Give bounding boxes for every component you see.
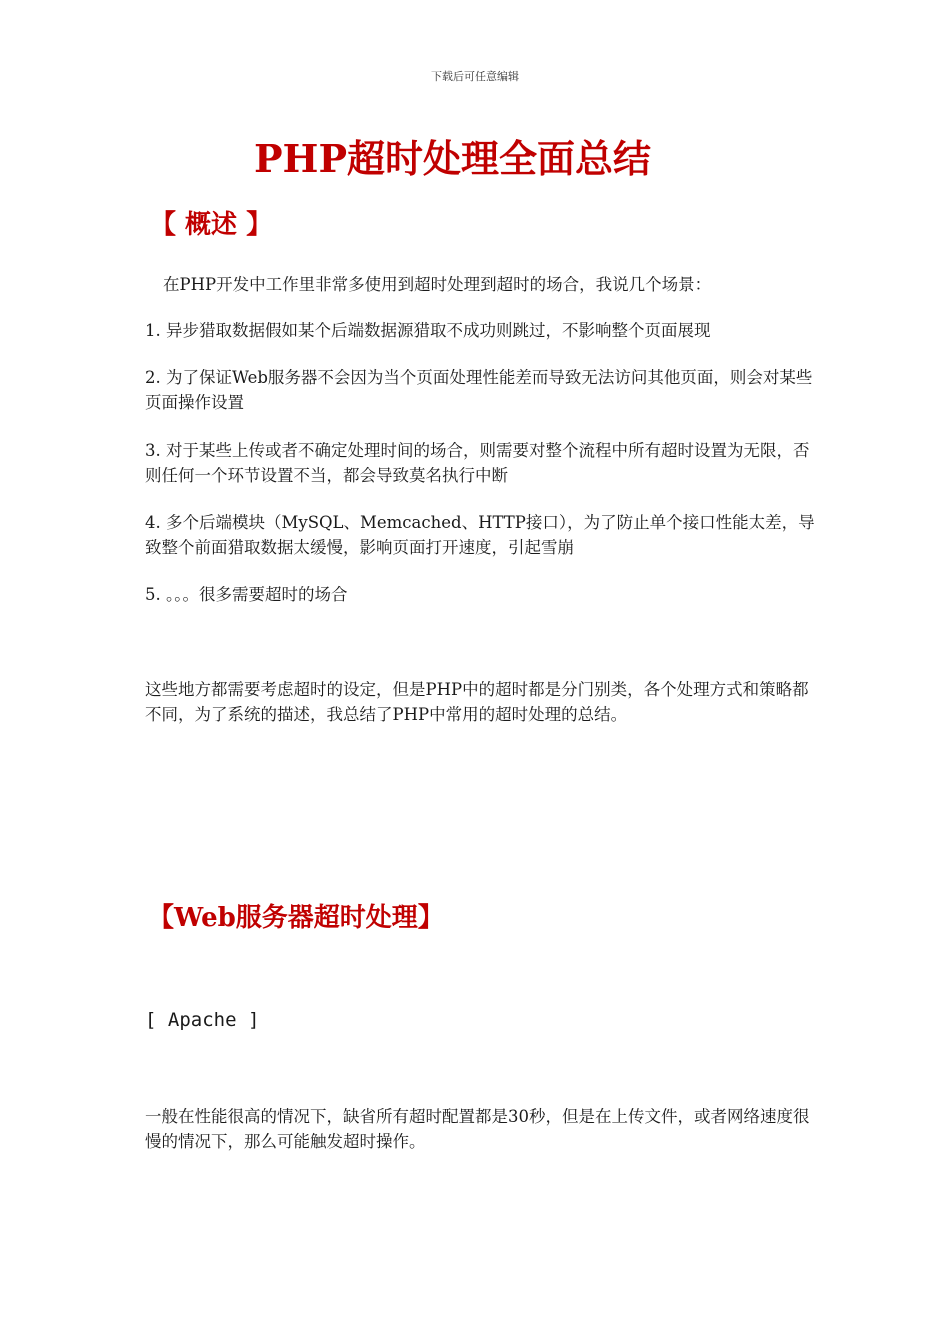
list-item-1: 1. 异步猎取数据假如某个后端数据源猎取不成功则跳过，不影响整个页面展现 <box>145 321 711 340</box>
list-item-4: 4. 多个后端模块（MySQL、Memcached、HTTP接口），为了防止单个接口性能太差，导致整个前面猎取数据太缓慢，影响页面打开速度，引起雪崩 <box>145 513 815 557</box>
apache-heading: [ Apache ] <box>145 1009 260 1031</box>
header-note: 下载后可任意编辑 <box>431 70 519 83</box>
list-item-5: 5. 。。。很多需要超时的场合 <box>145 585 348 604</box>
overview-heading: 【 概述 】 <box>150 210 273 240</box>
intro-paragraph: 在PHP开发中工作里非常多使用到超时处理到超时的场合，我说几个场景： <box>163 275 712 294</box>
summary-paragraph: 这些地方都需要考虑超时的设定，但是PHP中的超时都是分门别类，各个处理方式和策略都不同，为了系统的描述，我总结了PHP中常用的超时处理的总结。 <box>145 680 809 724</box>
web-server-heading: 【Web服务器超时处理】 <box>148 903 444 933</box>
apache-paragraph: 一般在性能很高的情况下，缺省所有超时配置都是30秒，但是在上传文件，或者网络速度很慢的情况下，那么可能触发超时操作。 <box>145 1107 810 1151</box>
list-item-2: 2. 为了保证Web服务器不会因为当个页面处理性能差而导致无法访问其他页面，则会对某些页面操作设置 <box>145 368 813 412</box>
list-item-3: 3. 对于某些上传或者不确定处理时间的场合，则需要对整个流程中所有超时设置为无限，否则任何一个环节设置不当，都会导致莫名执行中断 <box>145 441 810 485</box>
page-title: PHP超时处理全面总结 <box>253 136 652 181</box>
